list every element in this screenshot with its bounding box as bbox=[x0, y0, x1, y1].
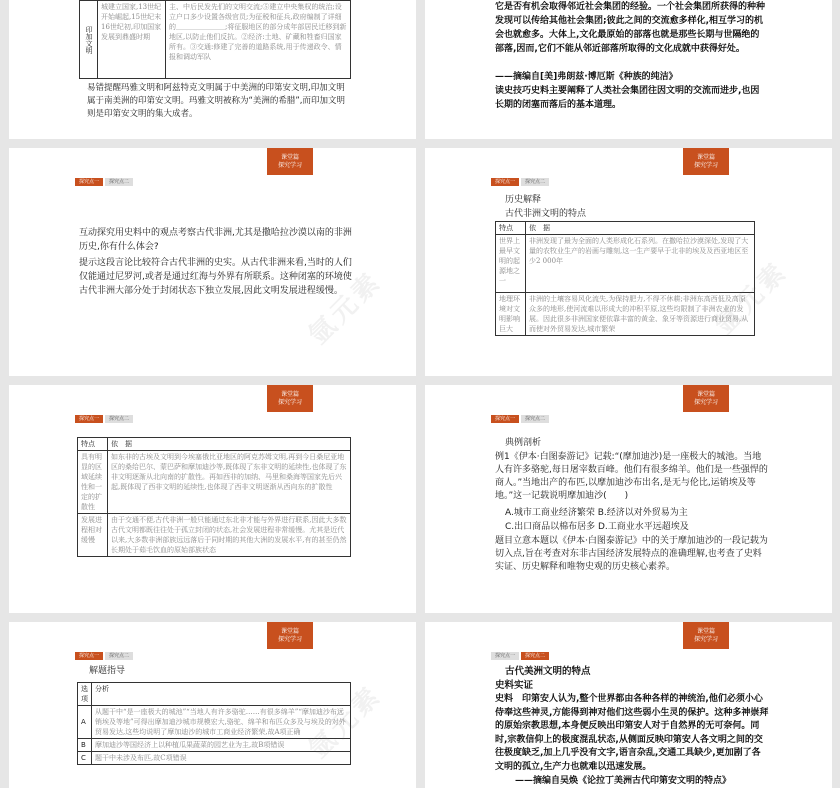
option-analysis: 题干中未涉及布匹,故C项错误 bbox=[92, 752, 351, 765]
tab-topic-2[interactable]: 探究点二 bbox=[521, 652, 549, 660]
answer-guide-table bbox=[77, 682, 351, 765]
slide-2 bbox=[425, 0, 832, 139]
inca-table bbox=[79, 0, 351, 79]
option-label: A bbox=[78, 706, 92, 739]
topic-tabs bbox=[75, 652, 133, 660]
table-header-feature: 特点 bbox=[78, 438, 108, 451]
row-text: 由于交通不便,古代非洲一般只能通过东北非才能与外界进行联系,因此大多数古代文明都既往往处于孤立封闭的状态,社会发展进程非常缓慢。尤其是近代以来,大多数非洲部族远远落后于同时期的其他大洲的发展水平,有的甚至仍然长期处于茹毛饮血的原始部族状态 bbox=[108, 514, 351, 557]
tab-topic-1[interactable]: 探究点一 bbox=[491, 652, 519, 660]
option-label: B bbox=[78, 739, 92, 752]
tab-topic-1[interactable]: 探究点一 bbox=[75, 652, 103, 660]
options-ab: A.城市工商业经济繁荣 B.经济以对外贸易为主 bbox=[505, 508, 688, 518]
interactive-question: 互动探究用史料中的观点考察古代非洲,尤其是撒哈拉沙漠以南的非洲历史,你有什么体会? bbox=[79, 228, 352, 252]
row-label: 地理环境对文明影响巨大 bbox=[496, 293, 526, 336]
example-question: 例1《伊本·白图泰游记》记载:“(摩加迪沙)是一座极大的城池。当地人有许多骆驼,每日屠宰数百峰。他们有很多绵羊。他们是一些强悍的商人。”当地出产的布匹,以摩加迪沙布出名,是无与伦比,运销埃及等地。”这一记载说明摩加迪沙( ) bbox=[495, 452, 768, 501]
watermark: 氩元素 bbox=[303, 679, 389, 765]
topic-tabs bbox=[75, 415, 133, 423]
source-paragraph: 它是否有机会取得邻近社会集团的经验。一个社会集团所获得的种种发现可以传给其他社会集团;彼此之间的交流愈多样化,相互学习的机会也就愈多。大体上,文化最原始的部落也就是那些长期与世隔绝的部落,因而,它们不能从邻近部落所取得的文化成就中获得好处。 bbox=[495, 2, 766, 54]
inca-label-cell: 印加文明 bbox=[80, 1, 98, 79]
question-analysis: 题目立意本题以《伊本·白图泰游记》中的关于摩加迪沙的一段记载为切入点,旨在考查对东非古国经济发展特点的准确理解,也考查了史料实证、历史解释和唯物史观的历史核心素养。 bbox=[495, 536, 768, 572]
row-label: 具有明显的区域延续性和一定的扩散性 bbox=[78, 451, 108, 514]
slide-4 bbox=[425, 148, 832, 376]
tab-topic-1[interactable]: 探究点一 bbox=[75, 178, 103, 186]
slide-6 bbox=[425, 385, 832, 613]
slide-1 bbox=[9, 0, 416, 139]
subsection-heading: 史料实证 bbox=[495, 680, 534, 691]
watermark: 氩元素 bbox=[709, 255, 795, 341]
table-caption: 古代非洲文明的特点 bbox=[505, 209, 587, 219]
slide-5 bbox=[9, 385, 416, 613]
section-badge: 课堂篇 探究学习 bbox=[267, 622, 313, 649]
row-label: 世界上最早文明的起源地之一 bbox=[496, 235, 526, 293]
topic-tabs bbox=[491, 415, 549, 423]
source-citation: ——摘编自吴焕《论拉丁美洲古代印第安文明的特点》 bbox=[515, 776, 732, 786]
section-heading: 古代美洲文明的特点 bbox=[505, 666, 591, 677]
source-citation: ——摘编自[美]弗朗兹·博厄斯《种族的纯洁》 bbox=[495, 72, 678, 82]
topic-tabs bbox=[491, 652, 549, 660]
topic-tabs bbox=[75, 178, 133, 186]
inca-period-cell: 城建立国家,13世纪开始崛起,15世纪末16世纪初,印加国家发展到鼎盛时期 bbox=[98, 1, 166, 79]
tab-topic-2[interactable]: 探究点二 bbox=[105, 652, 133, 660]
section-badge: 课堂篇 探究学习 bbox=[683, 385, 729, 412]
row-text: 非洲的土壤容易风化流失,为保持肥力,不得不休耕;非洲东高西低及高原众多的地形,使河流难以形成大的冲积平原,这些均限制了非洲农业的发展。因此很多非洲国家便依靠丰富的黄金、象牙等资源进行商业贸易,从而使对外贸易发达,城市繁荣 bbox=[526, 293, 755, 336]
tab-topic-2[interactable]: 探究点二 bbox=[521, 178, 549, 186]
tab-topic-1[interactable]: 探究点一 bbox=[75, 415, 103, 423]
option-analysis: 从题干中“是一座极大的城池”“当地人有许多骆驼……有很多绵羊”“摩加迪沙布远销埃及等地”可得出摩加迪沙城市规模宏大,骆驼、绵羊和布匹众多及与埃及的对外贸易发达,这些均说明了摩加迪沙的城市工商业经济繁荣,故A项正确 bbox=[92, 706, 351, 739]
table-header-basis: 依 据 bbox=[526, 222, 755, 235]
row-label: 发展进程相对缓慢 bbox=[78, 514, 108, 557]
table-header-analysis: 分析 bbox=[92, 683, 351, 706]
inca-features-cell: 主、中后民发先们的文明交流;⑤建立中央集权的统治;设立户口多少设置各级官员;为征税和征兵,政府编制了详细的＿＿＿＿＿＿＿;将征服地区的部分成年部居民迁移到新地区,以防止他们反抗。②经济:土地、矿藏和牲畜归国家所有。③交通:修建了完善的道路系统,用于传递政令、情报和调动军队 bbox=[166, 1, 351, 79]
row-text: 如东非的古埃及文明到今埃塞俄比亚地区的阿克苏姆文明,再到今日桑尼亚地区的桑给巴尔、蒙巴萨和摩加迪沙等,既体现了东非文明的延续性,也体现了东非文明逐渐从北向南的扩散性。再如西非的加纳、马里和桑海等国家先后兴起,既体现了西非文明的延续性,也体现了西非文明逐渐从西向东的扩散性 bbox=[108, 451, 351, 514]
table-header-basis: 依 据 bbox=[108, 438, 351, 451]
error-reminder: 易错提醒玛雅文明和阿兹特克文明属于中美洲的印第安文明,印加文明属于南美洲的印第安文明。玛雅文明被称为“美洲的希腊”,而印加文明则是印第安文明的集大成者。 bbox=[87, 83, 346, 119]
slide-7 bbox=[9, 622, 416, 788]
table-header-option: 选项 bbox=[78, 683, 92, 706]
section-heading: 历史解释 bbox=[505, 195, 542, 205]
topic-tabs bbox=[491, 178, 549, 186]
section-badge: 课堂篇 探究学习 bbox=[683, 622, 729, 649]
slide-3 bbox=[9, 148, 416, 376]
section-badge: 课堂篇 探究学习 bbox=[267, 148, 313, 175]
option-label: C bbox=[78, 752, 92, 765]
section-badge: 课堂篇 探究学习 bbox=[267, 385, 313, 412]
row-text: 非洲发现了最为全面的人类形成化石系列。在撒哈拉沙漠深处,发现了大量的农牧业生产的岩画与雕刻,这一生产要早于北非的埃及及西亚地区至少2 000年 bbox=[526, 235, 755, 293]
tab-topic-1[interactable]: 探究点一 bbox=[491, 178, 519, 186]
hint-answer: 提示这段言论比较符合古代非洲的史实。从古代非洲来看,当时的人们仅能通过尼罗河,或者是通过红海与外界有所联系。这种闭塞的环境使古代非洲大部分处于封闭状态下独立发展,因此文明发展进程缓慢。 bbox=[79, 258, 352, 296]
section-heading: 解题指导 bbox=[89, 666, 126, 676]
reading-tip: 读史技巧史料主要阐释了人类社会集团往因文明的交流而进步,也因长期的闭塞而落后的基本道理。 bbox=[495, 86, 760, 110]
options-cd: C.出口商品以棉布居多 D.工商业水平远超埃及 bbox=[505, 522, 689, 532]
africa-features-table-cont bbox=[77, 437, 351, 557]
tab-topic-2[interactable]: 探究点二 bbox=[521, 415, 549, 423]
source-paragraph: 史料 印第安人认为,整个世界都由各种各样的神统治,他们必须小心侍奉这些神灵,方能得到神对他们这些弱小生灵的保护。这种多神崇拜的原始宗教思想,本身便反映出印第安人对于自然界的无可奈何。同时,宗教信仰上的极度混乱状态,从侧面反映印第安人各文明之间的交往极度缺乏,加上几乎没有文字,语言杂乱,交通工具缺少,更加剧了各文明的孤立,生产力也就难以迅速发展。 bbox=[495, 694, 769, 772]
tab-topic-2[interactable]: 探究点二 bbox=[105, 415, 133, 423]
tab-topic-2[interactable]: 探究点二 bbox=[105, 178, 133, 186]
watermark: 氩元素 bbox=[303, 265, 389, 351]
section-heading: 典例剖析 bbox=[505, 438, 542, 448]
slide-8 bbox=[425, 622, 832, 788]
section-badge: 课堂篇 探究学习 bbox=[683, 148, 729, 175]
tab-topic-1[interactable]: 探究点一 bbox=[491, 415, 519, 423]
table-header-feature: 特点 bbox=[496, 222, 526, 235]
option-analysis: 摩加迪沙等国经济上以种植瓜果蔬菜的园艺业为主,故B项错误 bbox=[92, 739, 351, 752]
